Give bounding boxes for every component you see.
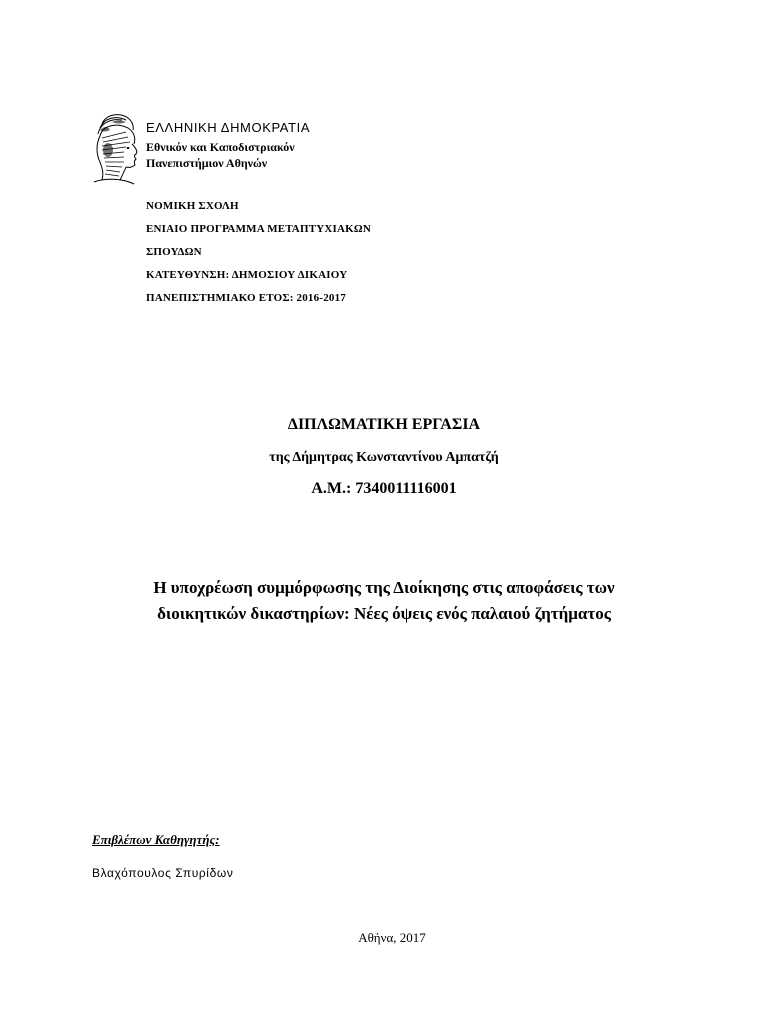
author-line: της Δήμητρας Κωνσταντίνου Αμπατζή bbox=[269, 450, 499, 465]
supervisor-label: Επιβλέπων Καθηγητής: bbox=[92, 832, 220, 847]
school-name: ΝΟΜΙΚΗ ΣΧΟΛΗ bbox=[146, 200, 239, 212]
thesis-type-heading: ΔΙΠΛΩΜΑΤΙΚΗ ΕΡΓΑΣΙΑ bbox=[287, 416, 481, 433]
supervisor-name: Βλαχόπουλος Σπυρίδων bbox=[92, 866, 234, 880]
program-line1: ΕΝΙΑΙΟ ΠΡΟΓΡΑΜΜΑ ΜΕΤΑΠΤΥΧΙΑΚΩΝ bbox=[146, 223, 372, 235]
registration-number: Α.Μ.: 7340011116001 bbox=[311, 480, 457, 497]
direction-line: ΚΑΤΕΥΘΥΝΣΗ: ΔΗΜΟΣΙΟΥ ΔΙΚΑΙΟΥ bbox=[146, 269, 348, 281]
place-date: Αθήνα, 2017 bbox=[358, 930, 426, 945]
thesis-title-line1: Η υποχρέωση συμμόρφωσης της Διοίκησης στις αποφάσεις των bbox=[153, 578, 615, 597]
thesis-title-line2: διοικητικών δικαστηρίων: Νέες όψεις ενός παλαιού ζητήματος bbox=[157, 604, 611, 623]
republic-heading: ΕΛΛΗΝΙΚΗ ΔΗΜΟΚΡΑΤΙΑ bbox=[146, 120, 311, 135]
university-name-line2: Πανεπιστήμιον Αθηνών bbox=[146, 156, 268, 170]
academic-year-line: ΠΑΝΕΠΙΣΤΗΜΙΑΚΟ ΕΤΟΣ: 2016-2017 bbox=[146, 292, 346, 304]
program-line2: ΣΠΟΥΔΩΝ bbox=[146, 246, 202, 258]
athena-head-logo-icon bbox=[86, 110, 142, 188]
university-name-line1: Εθνικόν και Καποδιστριακόν bbox=[146, 140, 295, 154]
